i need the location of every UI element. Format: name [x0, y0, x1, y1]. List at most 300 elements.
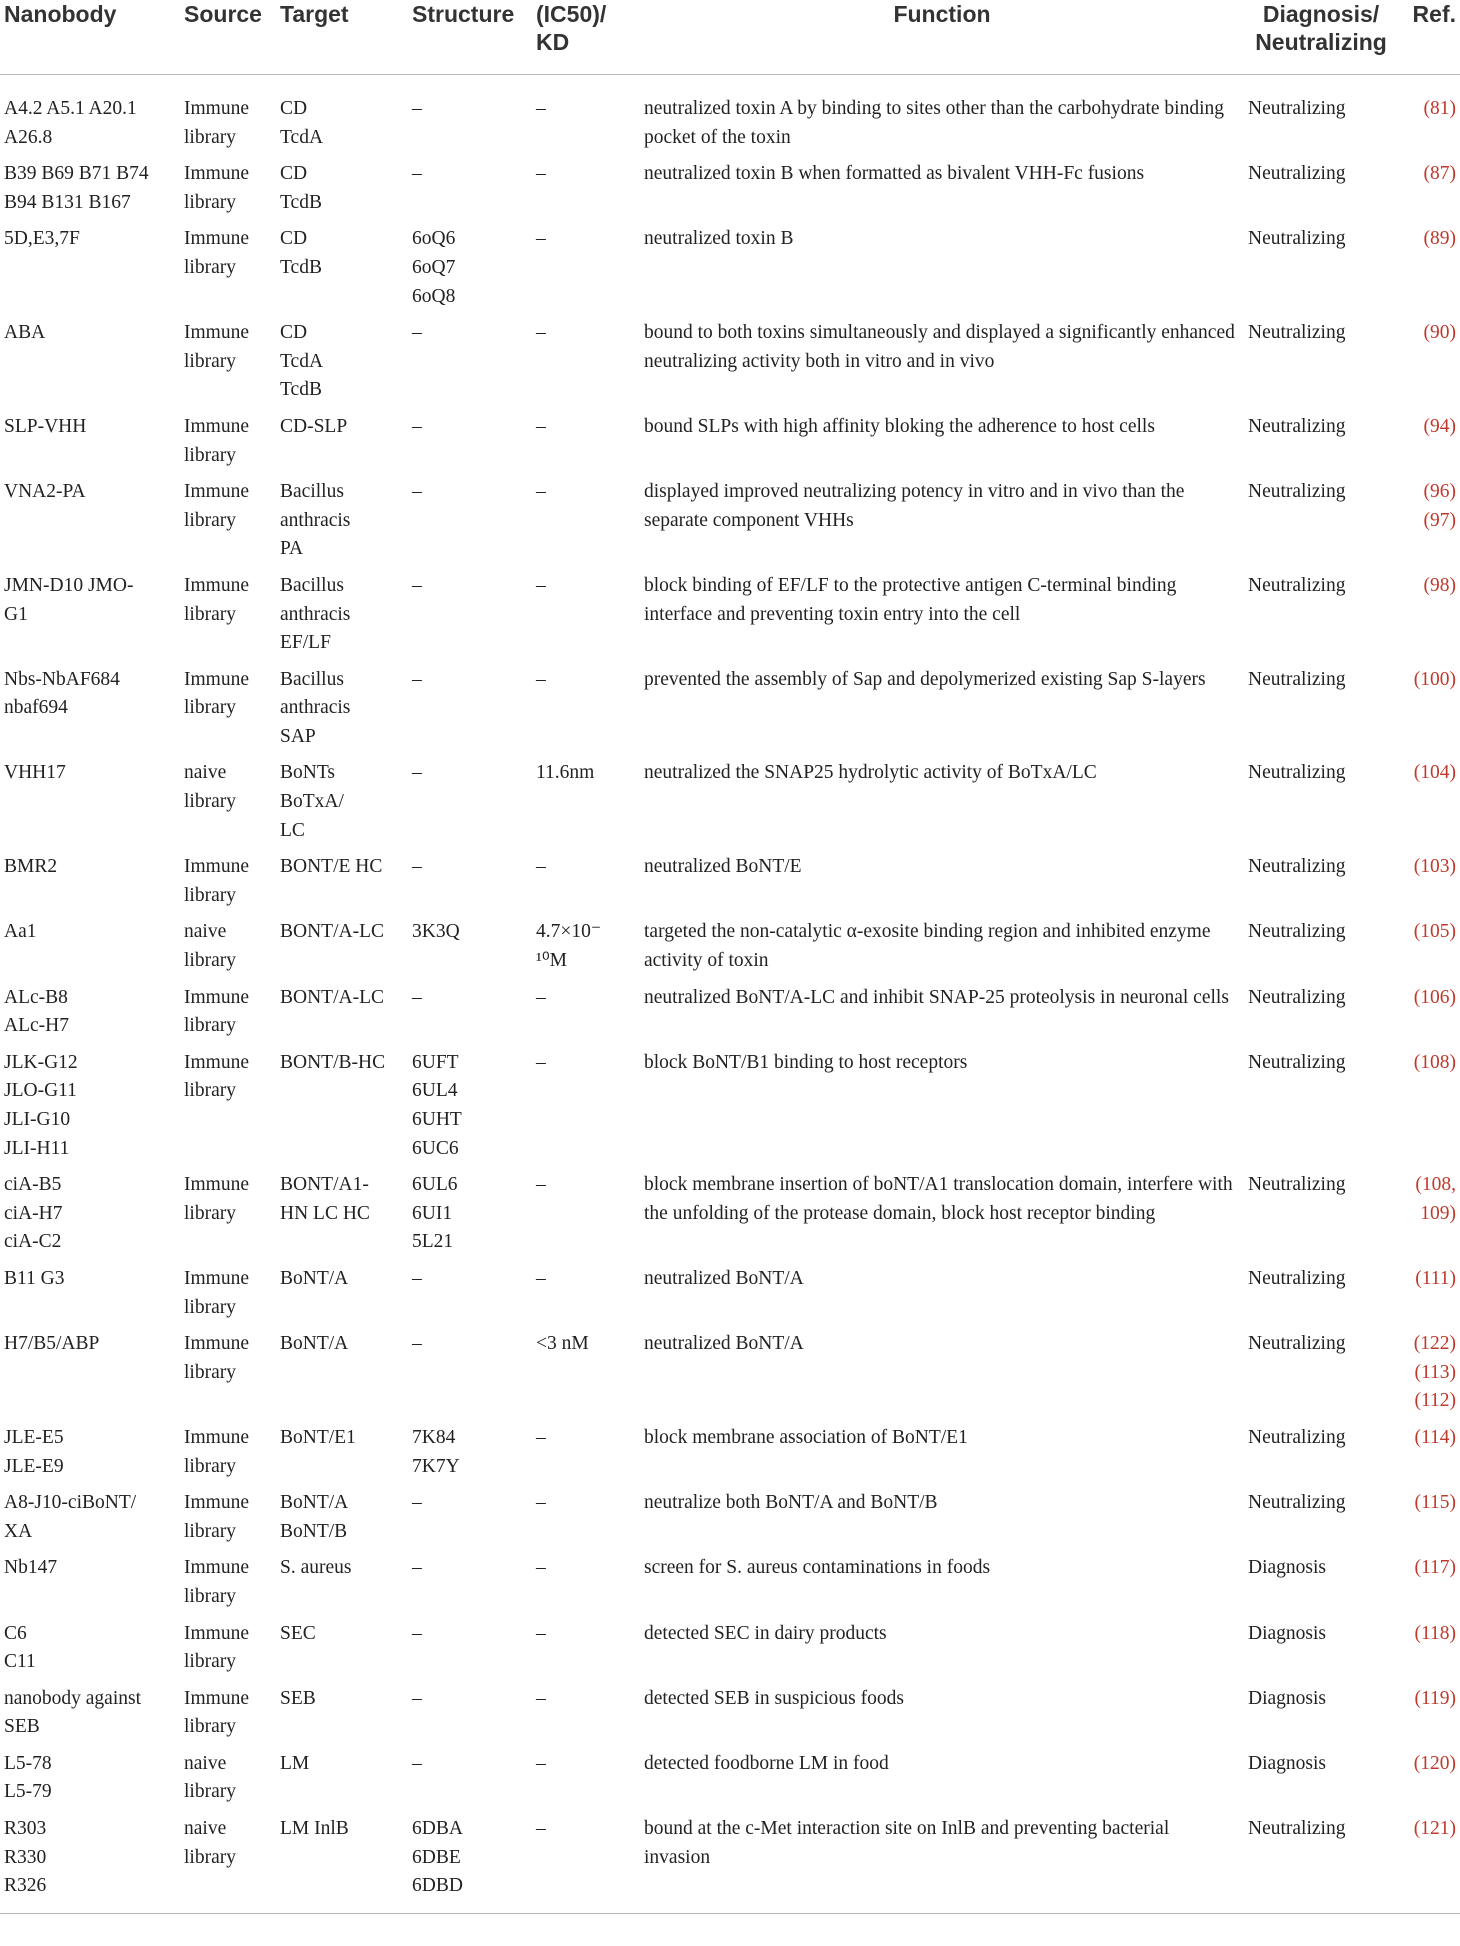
nanobody-cell-line: C6 [4, 1622, 27, 1644]
ref-cell-line: (96) [1423, 481, 1456, 503]
source-cell-line: naive [184, 921, 227, 943]
structure-cell [408, 478, 532, 572]
target-cell-line: BONT/E HC [280, 856, 383, 878]
ref-cell [1398, 1330, 1460, 1424]
table-row [0, 319, 1460, 413]
header-nanobody: Nanobody [0, 0, 180, 75]
diagnosis-cell: Neutralizing [1248, 762, 1346, 784]
source-cell-line: library [184, 950, 236, 972]
structure-cell-line: 6UFT [412, 1051, 459, 1073]
ref-cell [1398, 75, 1460, 161]
ref-cell [1398, 666, 1460, 760]
nanobody-cell [0, 572, 180, 666]
ref-cell [1398, 160, 1460, 225]
table-row [0, 984, 1460, 1049]
ref-cell [1398, 478, 1460, 572]
nanobody-cell-line: SLP-VHH [4, 415, 87, 437]
structure-cell [408, 1489, 532, 1554]
target-cell-line: Bacillus [280, 481, 344, 503]
ref-cell [1398, 1424, 1460, 1489]
ic50-cell [532, 1171, 640, 1265]
target-cell-line: CD [280, 322, 308, 344]
ic50-cell-line: – [536, 986, 546, 1008]
target-cell-line: anthracis [280, 603, 351, 625]
nanobody-cell [0, 225, 180, 319]
source-cell-line: Immune [184, 481, 249, 503]
nanobody-cell-line: ALc-B8 [4, 986, 68, 1008]
source-cell [180, 853, 276, 918]
source-cell [180, 1750, 276, 1815]
source-cell-line: Immune [184, 1687, 249, 1709]
structure-cell-line: 6oQ6 [412, 228, 456, 250]
source-cell-line: library [184, 1296, 236, 1318]
table-row [0, 1815, 1460, 1913]
function-cell: bound at the c-Met interaction site on InlB and preventing bacterial invasion [640, 1815, 1244, 1913]
nanobody-cell-line: B11 G3 [4, 1267, 65, 1289]
ref-cell-line: (122) [1413, 1333, 1456, 1355]
nanobody-cell-line: ABA [4, 322, 46, 344]
nanobody-cell-line: 5D,E3,7F [4, 228, 80, 250]
target-cell-line: BoNT/A [280, 1267, 349, 1289]
table-row [0, 413, 1460, 478]
ic50-cell [532, 918, 640, 983]
structure-cell [408, 918, 532, 983]
diagnosis-cell: Diagnosis [1248, 1687, 1326, 1709]
nanobody-cell-line: L5-78 [4, 1752, 52, 1774]
ic50-cell [532, 1330, 640, 1424]
source-cell-line: library [184, 126, 236, 148]
table-row [0, 572, 1460, 666]
nanobody-cell [0, 1554, 180, 1619]
structure-cell [408, 984, 532, 1049]
structure-cell-line: – [412, 163, 422, 185]
function-cell: neutralized the SNAP25 hydrolytic activity of BoTxA/LC [644, 762, 1097, 784]
source-cell [180, 478, 276, 572]
source-cell [180, 759, 276, 853]
function-cell: neutralize both BoNT/A and BoNT/B [644, 1492, 938, 1514]
diagnosis-cell: Neutralizing [1248, 856, 1346, 878]
target-cell-line: TcdB [280, 191, 322, 213]
function-cell: neutralized BoNT/A [644, 1333, 804, 1355]
target-cell-line: BoTxA/ [280, 791, 344, 813]
structure-cell [408, 759, 532, 853]
target-cell-line: BoNT/B [280, 1520, 348, 1542]
target-cell [276, 160, 408, 225]
target-cell [276, 984, 408, 1049]
structure-cell-line: 5L21 [412, 1231, 454, 1253]
target-cell-line: TcdA [280, 350, 324, 372]
target-cell-line: BoNT/E1 [280, 1426, 356, 1448]
source-cell-line: library [184, 1846, 236, 1868]
function-cell: neutralized BoNT/E [644, 856, 802, 878]
nanobody-cell-line: SEB [4, 1716, 40, 1738]
nanobody-cell-line: JMN-D10 JMO- [4, 574, 134, 596]
ic50-cell-line: – [536, 1426, 546, 1448]
ref-cell-line: (105) [1413, 921, 1456, 943]
ref-cell [1398, 984, 1460, 1049]
target-cell-line: LC [280, 819, 305, 841]
function-cell: block membrane insertion of boNT/A1 translocation domain, interfere with the unfolding of the protease domain, block host receptor binding [644, 1174, 1233, 1224]
ic50-cell [532, 1685, 640, 1750]
ic50-cell-line: – [536, 856, 546, 878]
source-cell-line: Immune [184, 986, 249, 1008]
structure-cell-line: 3K3Q [412, 921, 460, 943]
source-cell-line: Immune [184, 163, 249, 185]
source-cell-line: naive [184, 762, 227, 784]
diagnosis-cell: Neutralizing [1248, 668, 1346, 690]
diagnosis-cell: Neutralizing [1248, 1174, 1346, 1196]
source-cell-line: naive [184, 1818, 227, 1840]
nanobody-cell-line: JLK-G12 [4, 1051, 78, 1073]
diagnosis-cell: Diagnosis [1248, 1752, 1326, 1774]
ic50-cell [532, 1049, 640, 1171]
structure-cell [408, 1685, 532, 1750]
ref-cell [1398, 225, 1460, 319]
source-cell-line: library [184, 1520, 236, 1542]
nanobody-cell [0, 478, 180, 572]
structure-cell [408, 853, 532, 918]
nanobody-cell [0, 75, 180, 161]
ic50-cell-line: – [536, 1752, 546, 1774]
ic50-cell [532, 984, 640, 1049]
ref-cell [1398, 1049, 1460, 1171]
ref-cell [1398, 1620, 1460, 1685]
target-cell [276, 1330, 408, 1424]
function-cell: block membrane association of BoNT/E1 [644, 1426, 968, 1448]
ic50-cell-line: – [536, 163, 546, 185]
source-cell-line: Immune [184, 1174, 249, 1196]
ic50-cell-line: – [536, 1267, 546, 1289]
ref-cell [1398, 1685, 1460, 1750]
target-cell [276, 1424, 408, 1489]
structure-cell-line: – [412, 1267, 422, 1289]
diagnosis-cell: Diagnosis [1248, 1622, 1326, 1644]
diagnosis-cell: Neutralizing [1248, 163, 1346, 185]
ref-cell-line: (114) [1414, 1426, 1456, 1448]
ic50-cell-line: – [536, 322, 546, 344]
header-target: Target [276, 0, 408, 75]
target-cell-line: CD [280, 98, 308, 119]
ic50-cell-line: – [536, 1051, 546, 1073]
ref-cell-line: (94) [1423, 415, 1456, 437]
target-cell-line: Bacillus [280, 574, 344, 596]
ic50-cell-line: – [536, 228, 546, 250]
nanobody-cell-line: A4.2 A5.1 A20.1 [4, 98, 137, 119]
structure-cell [408, 413, 532, 478]
source-cell [180, 1265, 276, 1330]
ref-cell-line: (108, [1415, 1174, 1456, 1196]
nanobody-cell-line: JLE-E5 [4, 1426, 64, 1448]
nanobody-cell-line: B39 B69 B71 B74 [4, 163, 149, 185]
ref-cell [1398, 1554, 1460, 1619]
target-cell-line: TcdA [280, 126, 324, 148]
nanobody-cell-line: L5-79 [4, 1781, 52, 1803]
structure-cell [408, 1049, 532, 1171]
header-function: Function [640, 0, 1244, 75]
nanobody-cell [0, 1424, 180, 1489]
ic50-cell [532, 1750, 640, 1815]
function-cell: neutralized toxin A by binding to sites other than the carbohydrate binding pocket of the toxin [644, 98, 1225, 148]
source-cell-line: Immune [184, 415, 249, 437]
function-cell: neutralized toxin B [644, 228, 794, 250]
target-cell-line: S. aureus [280, 1557, 352, 1579]
structure-cell-line: – [412, 98, 422, 119]
source-cell-line: Immune [184, 1622, 249, 1644]
target-cell [276, 319, 408, 413]
structure-cell-line: 6DBD [412, 1875, 463, 1897]
ref-cell-line: (104) [1413, 762, 1456, 784]
structure-cell-line: 6oQ8 [412, 285, 456, 307]
source-cell-line: library [184, 884, 236, 906]
table-row [0, 1049, 1460, 1171]
nanobody-cell-line: R303 [4, 1818, 47, 1840]
function-cell: neutralized toxin B when formatted as bivalent VHH-Fc fusions [644, 163, 1145, 185]
function-cell: prevented the assembly of Sap and depolymerized existing Sap S-layers [644, 668, 1206, 690]
target-cell-line: CD-SLP [280, 415, 348, 437]
diagnosis-cell: Neutralizing [1248, 1333, 1346, 1355]
source-cell-line: Immune [184, 668, 249, 690]
source-cell [180, 160, 276, 225]
target-cell [276, 1489, 408, 1554]
target-cell-line: SAP [280, 725, 316, 747]
table-row [0, 75, 1460, 161]
diagnosis-cell: Neutralizing [1248, 986, 1346, 1008]
source-cell [180, 319, 276, 413]
function-cell: detected SEC in dairy products [644, 1622, 887, 1644]
nanobody-cell-line: Nb147 [4, 1557, 58, 1579]
table-row [0, 1750, 1460, 1815]
nanobody-cell-line: nanobody against [4, 1687, 142, 1709]
source-cell [180, 1620, 276, 1685]
structure-cell-line: – [412, 668, 422, 690]
diagnosis-cell: Neutralizing [1248, 1426, 1346, 1448]
ic50-cell [532, 853, 640, 918]
ref-cell [1398, 1815, 1460, 1913]
structure-cell [408, 75, 532, 161]
table-row [0, 1171, 1460, 1265]
target-cell [276, 918, 408, 983]
source-cell-line: library [184, 256, 236, 278]
ref-cell-line: (121) [1413, 1818, 1456, 1840]
header-ic50: (IC50)/ KD [532, 0, 640, 75]
nanobody-cell [0, 1049, 180, 1171]
structure-cell-line: 6oQ7 [412, 256, 456, 278]
ic50-cell-line: – [536, 98, 546, 119]
ic50-cell-line: – [536, 1174, 546, 1196]
diagnosis-cell: Neutralizing [1248, 921, 1346, 943]
target-cell [276, 478, 408, 572]
source-cell [180, 1554, 276, 1619]
source-cell [180, 1049, 276, 1171]
structure-cell-line: 6UI1 [412, 1202, 453, 1224]
structure-cell-line: – [412, 986, 422, 1008]
nanobody-cell-line: nbaf694 [4, 697, 68, 719]
ic50-cell [532, 666, 640, 760]
target-cell [276, 759, 408, 853]
function-cell: bound to both toxins simultaneously and displayed a significantly enhanced neutralizing activity both in vitro and in vivo [644, 322, 1235, 372]
source-cell-line: Immune [184, 1333, 249, 1355]
structure-cell-line: 6UHT [412, 1109, 462, 1130]
nanobody-cell [0, 1620, 180, 1685]
target-cell-line: BoNT/A [280, 1333, 349, 1355]
structure-cell [408, 1554, 532, 1619]
target-cell-line: SEB [280, 1687, 316, 1709]
nanobody-cell [0, 1489, 180, 1554]
source-cell [180, 1815, 276, 1913]
table-row [0, 1554, 1460, 1619]
nanobody-cell [0, 1685, 180, 1750]
source-cell-line: library [184, 791, 236, 813]
nanobody-cell-line: G1 [4, 603, 28, 625]
target-cell [276, 1554, 408, 1619]
ic50-cell [532, 225, 640, 319]
target-cell-line: CD [280, 163, 308, 185]
nanobody-cell-line: C11 [4, 1651, 36, 1673]
source-cell [180, 1685, 276, 1750]
function-cell: block BoNT/B1 binding to host receptors [644, 1051, 968, 1073]
ic50-cell [532, 1620, 640, 1685]
ic50-cell-line: – [536, 1687, 546, 1709]
diagnosis-cell: Neutralizing [1248, 228, 1346, 250]
ref-cell-line: (112) [1414, 1390, 1456, 1412]
structure-cell-line: – [412, 1687, 422, 1709]
source-cell [180, 666, 276, 760]
source-cell-line: library [184, 697, 236, 719]
ref-cell-line: (97) [1423, 509, 1456, 531]
function-cell: detected foodborne LM in food [644, 1752, 889, 1774]
nanobody-cell [0, 984, 180, 1049]
nanobody-cell-line: XA [4, 1520, 33, 1542]
nanobody-cell [0, 1750, 180, 1815]
target-cell-line: BoNT/A [280, 1492, 349, 1514]
ref-cell [1398, 1171, 1460, 1265]
target-cell [276, 666, 408, 760]
table-row [0, 478, 1460, 572]
table-row [0, 1265, 1460, 1330]
structure-cell-line: – [412, 1492, 422, 1514]
source-cell-line: library [184, 603, 236, 625]
function-cell: displayed improved neutralizing potency in vitro and in vivo than the separate component VHHs [644, 481, 1185, 531]
ic50-cell-line: – [536, 574, 546, 596]
nanobody-cell [0, 319, 180, 413]
ref-cell-line: (115) [1414, 1492, 1456, 1514]
structure-cell-line: – [412, 1752, 422, 1774]
ic50-cell [532, 1815, 640, 1913]
source-cell-line: Immune [184, 228, 249, 250]
nanobody-cell-line: A8-J10-ciBoNT/ [4, 1492, 137, 1514]
table-row [0, 225, 1460, 319]
ic50-cell-line: <3 nM [536, 1333, 589, 1355]
nanobody-cell [0, 853, 180, 918]
structure-cell-line: 6UL6 [412, 1174, 458, 1196]
function-cell: neutralized BoNT/A-LC and inhibit SNAP-25 proteolysis in neuronal cells [644, 986, 1229, 1008]
ic50-cell [532, 319, 640, 413]
ref-cell [1398, 413, 1460, 478]
ic50-cell-line: ¹⁰M [536, 950, 568, 972]
nanobody-cell-line: Nbs-NbAF684 [4, 668, 120, 690]
structure-cell-line: 6DBA [412, 1818, 463, 1840]
ref-cell-line: (120) [1413, 1752, 1456, 1774]
ic50-cell [532, 1424, 640, 1489]
ic50-cell-line: 4.7×10⁻ [536, 921, 602, 943]
nanobody-cell [0, 160, 180, 225]
ref-cell [1398, 1750, 1460, 1815]
diagnosis-cell: Diagnosis [1248, 1557, 1326, 1579]
ref-cell-line: (119) [1414, 1687, 1456, 1709]
nanobody-cell-line: VNA2-PA [4, 481, 86, 503]
diagnosis-cell: Neutralizing [1248, 574, 1346, 596]
nanobody-cell-line: R326 [4, 1875, 47, 1897]
function-cell: screen for S. aureus contaminations in foods [644, 1557, 991, 1579]
source-cell-line: library [184, 1585, 236, 1607]
ref-cell-line: (118) [1414, 1622, 1456, 1644]
structure-cell-line: – [412, 1557, 422, 1579]
ref-cell-line: (81) [1423, 98, 1456, 119]
target-cell [276, 225, 408, 319]
ic50-cell-line: 11.6nm [536, 762, 595, 784]
ref-cell-line: (106) [1413, 986, 1456, 1008]
structure-cell-line: 7K84 [412, 1426, 456, 1448]
nanobody-cell-line: A26.8 [4, 126, 53, 148]
ic50-cell [532, 759, 640, 853]
target-cell [276, 75, 408, 161]
diagnosis-cell: Neutralizing [1248, 1051, 1346, 1073]
target-cell-line: LM InlB [280, 1818, 349, 1840]
source-cell [180, 75, 276, 161]
target-cell-line: anthracis [280, 697, 351, 719]
nanobody-cell [0, 918, 180, 983]
ic50-cell [532, 1265, 640, 1330]
table-row [0, 666, 1460, 760]
source-cell-line: library [184, 1361, 236, 1383]
structure-cell [408, 1171, 532, 1265]
source-cell-line: library [184, 1015, 236, 1037]
structure-cell-line: – [412, 481, 422, 503]
structure-cell-line: – [412, 856, 422, 878]
ic50-cell-line: – [536, 1557, 546, 1579]
target-cell-line: EF/LF [280, 632, 331, 654]
structure-cell-line: – [412, 1333, 422, 1355]
structure-cell [408, 572, 532, 666]
nanobody-cell-line: BMR2 [4, 856, 58, 878]
header-source: Source [180, 0, 276, 75]
nanobody-cell-line: VHH17 [4, 762, 66, 784]
nanobody-cell [0, 666, 180, 760]
target-cell-line: anthracis [280, 509, 351, 531]
structure-cell [408, 225, 532, 319]
nanobody-cell-line: ciA-B5 [4, 1174, 62, 1196]
table-row [0, 1424, 1460, 1489]
target-cell-line: BONT/A-LC [280, 986, 384, 1008]
target-cell-line: CD [280, 228, 308, 250]
source-cell-line: Immune [184, 1426, 249, 1448]
structure-cell [408, 1330, 532, 1424]
diagnosis-cell: Neutralizing [1248, 322, 1346, 344]
structure-cell-line: – [412, 574, 422, 596]
structure-cell [408, 319, 532, 413]
structure-cell-line: – [412, 415, 422, 437]
table-row [0, 160, 1460, 225]
source-cell [180, 225, 276, 319]
nanobody-cell-line: JLE-E9 [4, 1455, 64, 1477]
ref-cell-line: (103) [1413, 856, 1456, 878]
ic50-cell [532, 572, 640, 666]
header-row [0, 0, 1460, 75]
target-cell-line: TcdB [280, 256, 322, 278]
table-row [0, 853, 1460, 918]
target-cell [276, 572, 408, 666]
ref-cell-line: (90) [1423, 322, 1456, 344]
